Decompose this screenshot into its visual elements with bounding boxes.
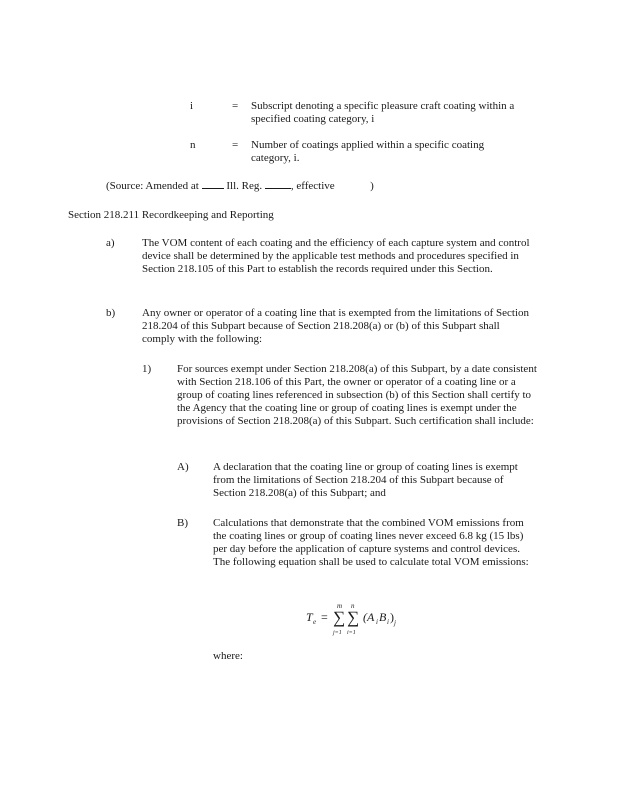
section-heading: Section 218.211 Recordkeeping and Reporting <box>68 209 274 221</box>
definition-text-i: Subscript denoting a specific pleasure craft coating within a specified coating category, i <box>251 100 515 125</box>
source-note-prefix: (Source: Amended at <box>106 180 199 192</box>
item-b1-marker: 1) <box>142 363 152 375</box>
equation-equals: = <box>321 610 328 624</box>
item-b1A-text: A declaration that the coating line or group of coating lines is exempt from the limitations of Section 218.204 of this Subpart because of Section 218.208(a) of this Subpart; and <box>213 461 518 499</box>
equation-body-close: ) <box>390 610 394 624</box>
source-note-page-blank <box>265 188 291 189</box>
equation-lhs: T <box>306 610 313 624</box>
item-b-text: Any owner or operator of a coating line that is exempted from the limitations of Section 218.204 of this Subpart because of Section 218.208(a) or (b) of this Subpart shall comply with the following: <box>142 307 530 345</box>
definition-text-n: Number of coatings applied within a specific coating category, i. <box>251 139 485 164</box>
definition-equals-n: = <box>232 139 239 151</box>
definition-equals-i: = <box>232 100 239 112</box>
equation-body-mid: B <box>379 610 387 624</box>
equation-lhs-subscript: e <box>313 618 317 626</box>
item-b1B-text: Calculations that demonstrate that the combined VOM emissions from the coating lines or group of coating lines never exceed 6.8 kg (15 lbs) per day before the application of capture systems and control devices. The following equation shall be used to calculate total VOM emissions: <box>213 517 529 568</box>
equation-graphic <box>300 600 410 640</box>
sum2-upper-limit: n <box>351 602 355 610</box>
vom-emissions-equation <box>300 600 410 640</box>
sum1-sigma: ∑ <box>333 608 346 627</box>
source-note-volume-blank <box>202 188 224 189</box>
item-b1B-marker: B) <box>177 517 188 529</box>
item-b1A-marker: A) <box>177 461 189 473</box>
source-note-reg: Ill. Reg. <box>226 180 263 192</box>
sum2-lower-limit: i=1 <box>347 630 356 636</box>
equation-body-open: (A <box>363 610 375 624</box>
equation-subscript-j: j <box>394 619 396 627</box>
item-a-text: The VOM content of each coating and the efficiency of each capture system and control device shall be determined by the applicable test methods and procedures specified in Section 218.105 of this Part to establish the records required under this Section. <box>142 237 530 275</box>
sum1-upper-limit: m <box>337 602 343 610</box>
source-note-date-blank <box>337 188 367 189</box>
source-note <box>106 180 374 193</box>
where-label: where: <box>213 650 243 662</box>
item-a-marker: a) <box>106 237 115 249</box>
sum2-sigma: ∑ <box>347 608 360 627</box>
sum1-lower-limit: j=1 <box>333 630 342 636</box>
item-b-marker: b) <box>106 307 116 319</box>
equation-body-sub1: i <box>376 618 378 626</box>
equation-body-sub2: i <box>387 618 389 626</box>
source-note-effective: , effective <box>290 180 335 192</box>
definition-symbol-n: n <box>190 139 196 151</box>
source-note-suffix: ) <box>370 180 374 192</box>
item-b1-text: For sources exempt under Section 218.208(a) of this Subpart, by a date consistent with Section 218.106 of this Part, the owner or operator of a coating line or a group of coating lines referenced in subsection (b) of this Section shall certify to the Agency that the coating line or group of coating lines is exempt under the provisions of Section 218.208(a) of this Subpart. Such certification shall include: <box>177 363 537 427</box>
definition-symbol-i: i <box>190 100 194 112</box>
